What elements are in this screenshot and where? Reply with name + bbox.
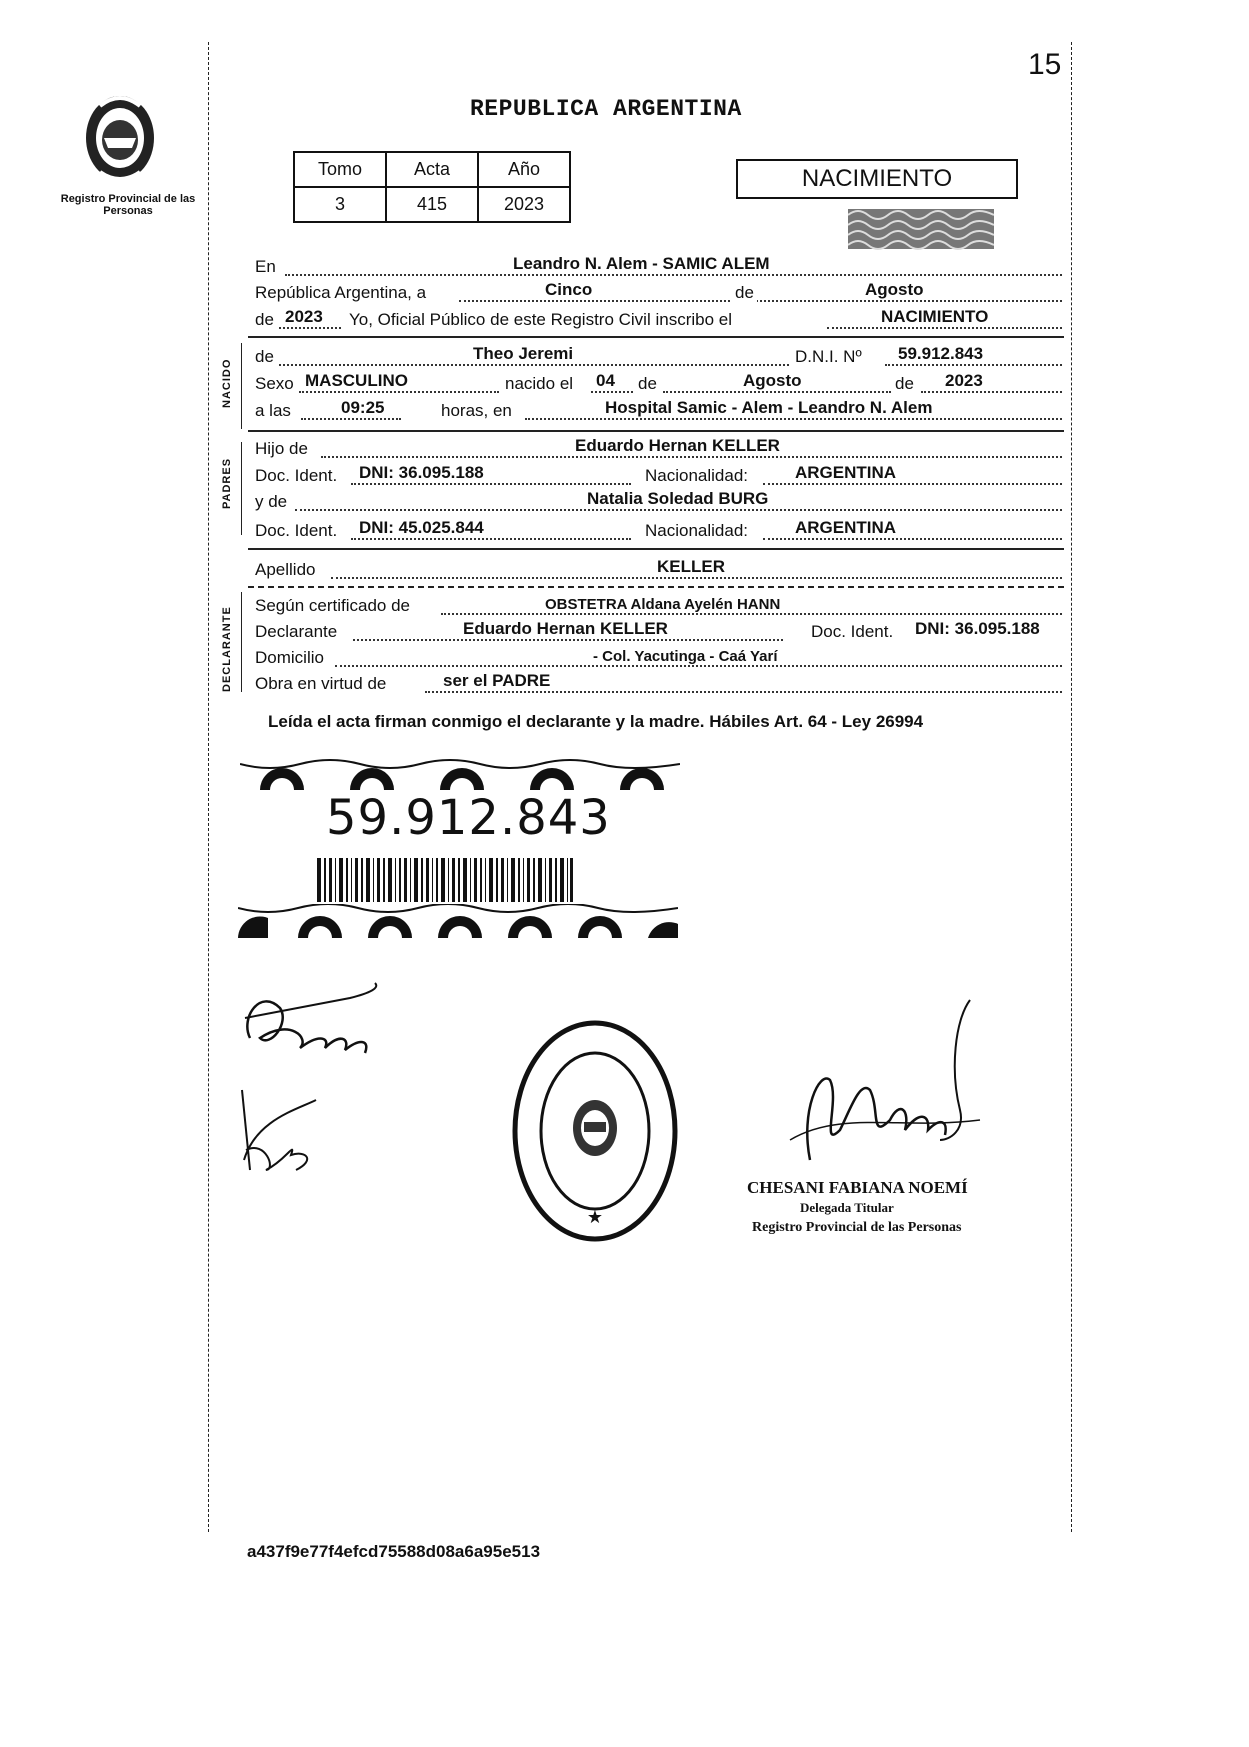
apellido-label: Apellido	[255, 560, 316, 579]
form-line-time	[255, 398, 1062, 424]
form-line-year	[255, 307, 1062, 333]
father-doc-value: DNI: 36.095.188	[359, 463, 484, 482]
birth-day-value: 04	[596, 371, 615, 390]
table-cell: 2023	[478, 187, 570, 222]
mother-nationality-value: ARGENTINA	[795, 518, 897, 537]
table-header: Tomo	[294, 152, 386, 187]
y-de-label: y de	[255, 492, 288, 511]
hijo-de-label: Hijo de	[255, 439, 308, 458]
sexo-label: Sexo	[255, 374, 294, 393]
section-divider-line	[241, 343, 242, 429]
form-line-capacity	[255, 671, 1062, 697]
child-name-value: Theo Jeremi	[473, 344, 574, 363]
birth-time-value: 09:25	[341, 398, 385, 417]
logo-caption: Registro Provincial de las Personas	[60, 193, 196, 217]
side-label-declarante: DECLARANTE	[221, 606, 233, 692]
certificado-label: Según certificado de	[255, 596, 410, 615]
table-header: Año	[478, 152, 570, 187]
document-hash: a437f9e77f4efcd75588d08a6a95e513	[247, 1542, 541, 1561]
de-label: de	[895, 374, 914, 393]
form-line-name	[255, 344, 1062, 370]
nacionalidad-label: Nacionalidad:	[645, 521, 749, 540]
registration-type-value: NACIMIENTO	[881, 307, 989, 326]
en-label: En	[255, 257, 276, 276]
table-header: Acta	[386, 152, 478, 187]
form-line-sex	[255, 371, 1062, 397]
mother-name-value: Natalia Soledad BURG	[587, 489, 769, 508]
side-label-padres: PADRES	[221, 457, 233, 509]
security-stamp	[848, 203, 994, 251]
table-cell: 415	[386, 187, 478, 222]
svg-text:★: ★	[586, 1207, 604, 1228]
page-title: REPUBLICA ARGENTINA	[470, 96, 742, 122]
doc-ident-label: Doc. Ident.	[811, 622, 894, 641]
year-value: 2023	[285, 307, 323, 326]
child-dni-value: 59.912.843	[898, 344, 984, 363]
side-label-nacido: NACIDO	[221, 358, 233, 408]
de-label: de	[638, 374, 657, 393]
father-name-value: Eduardo Hernan KELLER	[575, 436, 780, 455]
horas-label: horas, en	[441, 401, 512, 420]
form-line-mother-doc	[255, 518, 1062, 544]
dni-label: D.N.I. Nº	[795, 347, 862, 366]
birth-month-value: Agosto	[743, 371, 802, 390]
address-value: - Col. Yacutinga - Caá Yarí	[593, 648, 778, 665]
obra-label: Obra en virtud de	[255, 674, 387, 693]
registry-table	[293, 151, 571, 223]
doc-ident-label: Doc. Ident.	[255, 466, 338, 485]
birth-year-value: 2023	[945, 371, 983, 390]
oficial-text: Yo, Oficial Público de este Registro Civil inscribo el	[349, 310, 732, 329]
form-line-certificate	[255, 593, 1062, 619]
form-line-en	[255, 254, 1062, 280]
form-line-declarant	[255, 619, 1062, 645]
official-name: CHESANI FABIANA NOEMÍ	[747, 1178, 968, 1197]
surname-value: KELLER	[657, 557, 725, 576]
barcode	[317, 858, 573, 907]
declarant-signature	[230, 978, 390, 1073]
capacity-value: ser el PADRE	[443, 671, 551, 690]
section-separator	[248, 336, 1064, 338]
nacionalidad-label: Nacionalidad:	[645, 466, 749, 485]
certificate-value: OBSTETRA Aldana Ayelén HANN	[545, 596, 781, 613]
father-nationality-value: ARGENTINA	[795, 463, 897, 482]
section-separator	[248, 548, 1064, 550]
form-line-surname	[255, 557, 1062, 583]
domicilio-label: Domicilio	[255, 648, 324, 667]
document-type-box: NACIMIENTO	[736, 159, 1018, 199]
official-organization: Registro Provincial de las Personas	[752, 1220, 962, 1235]
declarant-name-value: Eduardo Hernan KELLER	[463, 619, 668, 638]
section-divider-line	[241, 592, 242, 692]
mother-signature	[236, 1080, 346, 1185]
table-cell: 3	[294, 187, 386, 222]
official-signature	[780, 990, 1000, 1185]
month-value: Agosto	[865, 280, 924, 299]
de-label: de	[732, 283, 757, 303]
section-divider-line	[241, 442, 242, 535]
de-label: de	[255, 310, 274, 329]
form-line-date	[255, 280, 1062, 306]
declarant-doc-value: DNI: 36.095.188	[915, 619, 1040, 638]
section-separator	[248, 586, 1064, 588]
a-las-label: a las	[255, 401, 291, 420]
right-margin-line	[1071, 42, 1072, 1532]
sex-value: MASCULINO	[305, 371, 408, 390]
birth-place-value: Hospital Samic - Alem - Leandro N. Alem	[605, 398, 933, 417]
mother-doc-value: DNI: 45.025.844	[359, 518, 484, 537]
form-line-address	[255, 645, 1062, 671]
left-margin-line	[208, 42, 209, 1532]
form-line-father-doc	[255, 463, 1062, 489]
doc-ident-label: Doc. Ident.	[255, 521, 338, 540]
nacido-label: nacido el	[505, 374, 574, 393]
security-pattern-bottom	[238, 904, 678, 945]
official-seal	[510, 1018, 680, 1249]
provincial-emblem-logo	[60, 88, 190, 193]
form-line-father	[255, 436, 1062, 462]
official-role: Delegada Titular	[800, 1200, 894, 1215]
declarante-label: Declarante	[255, 622, 338, 641]
closing-note: Leída el acta firman conmigo el declarante y la madre. Hábiles Art. 64 - Ley 26994	[268, 712, 924, 731]
form-line-mother	[255, 489, 1062, 515]
id-number: 59.912.843	[326, 790, 611, 846]
section-separator	[248, 430, 1064, 432]
republica-label: República Argentina, a	[255, 283, 427, 302]
day-value: Cinco	[545, 280, 593, 299]
page-number: 15	[1028, 48, 1062, 81]
de-label: de	[255, 347, 274, 366]
place-value: Leandro N. Alem - SAMIC ALEM	[513, 254, 770, 273]
